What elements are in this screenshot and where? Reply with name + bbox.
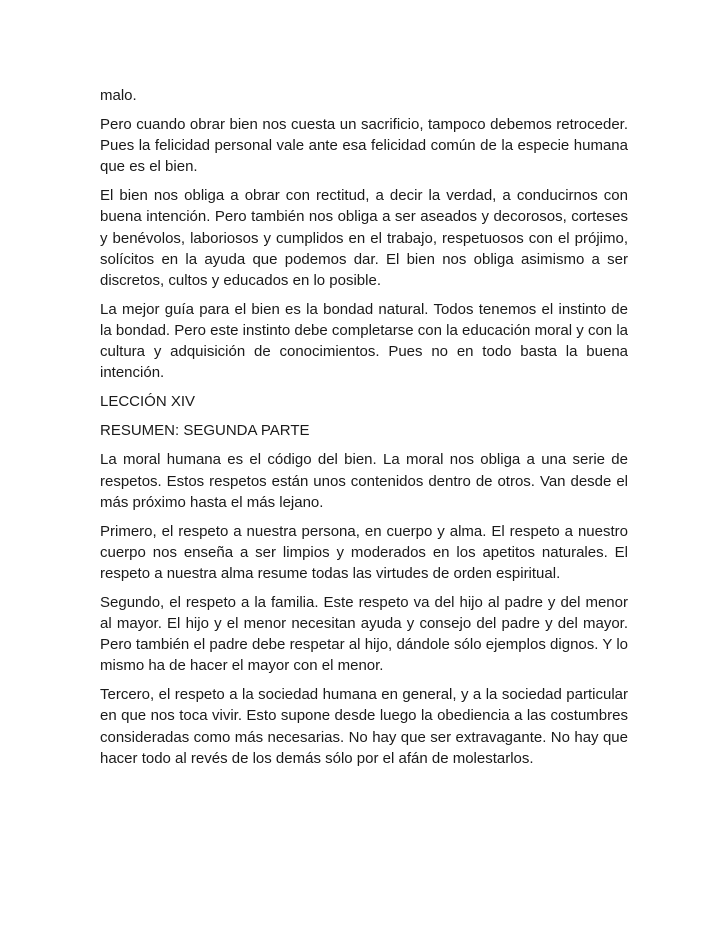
paragraph-second-respect: Segundo, el respeto a la familia. Este respeto va del hijo al padre y del menor al mayor. El hijo y el menor necesitan ayuda y consejo del padre y del mayor. Pero también el padre debe respetar al hijo, dándole sólo ejemplos dignos. Y lo mismo ha de hacer el mayor con el menor. [100, 593, 628, 675]
paragraph-first-respect: Primero, el respeto a nuestra persona, en cuerpo y alma. El respeto a nuestro cuerpo nos enseña a ser limpios y moderados en los apetitos naturales. El respeto a nuestra alma resume todas las virtudes de orden espiritual. [100, 522, 628, 582]
paragraph-obligations: El bien nos obliga a obrar con rectitud, a decir la verdad, a conducirnos con buena intención. Pero también nos obliga a ser aseados y decorosos, corteses y benévolos, laboriosos y cumplidos en el trabajo, respetuosos con el prójimo, solícitos en la ayuda que podemos dar. El bien nos obliga asimismo a ser discretos, cultos y educados en lo posible. [100, 187, 628, 289]
paragraph-moral-code: La moral humana es el código del bien. La moral nos obliga a una serie de respetos. Estos respetos están unos contenidos dentro de otros. Van desde el más próximo hasta el más lejano. [100, 451, 628, 511]
summary-heading: RESUMEN: SEGUNDA PARTE [100, 422, 310, 440]
paragraph-continuation: malo. [100, 87, 137, 104]
paragraph-guide: La mejor guía para el bien es la bondad natural. Todos tenemos el instinto de la bondad. Pero este instinto debe completarse con la educación moral y con la cultura y adquisición de conocimientos. Pues no en todo basta la buena intención. [100, 300, 628, 382]
document-page [100, 85, 628, 777]
lesson-heading: LECCIÓN XIV [100, 393, 196, 411]
paragraph-sacrifice: Pero cuando obrar bien nos cuesta un sacrificio, tampoco debemos retroceder. Pues la felicidad personal vale ante esa felicidad común de la especie humana que es el bien. [100, 116, 628, 176]
paragraph-third-respect: Tercero, el respeto a la sociedad humana en general, y a la sociedad particular en que nos toca vivir. Esto supone desde luego la obediencia a las costumbres consideradas como más necesarias. No hay que ser extravagante. No hay que hacer todo al revés de los demás sólo por el afán de molestarlos. [100, 686, 628, 767]
